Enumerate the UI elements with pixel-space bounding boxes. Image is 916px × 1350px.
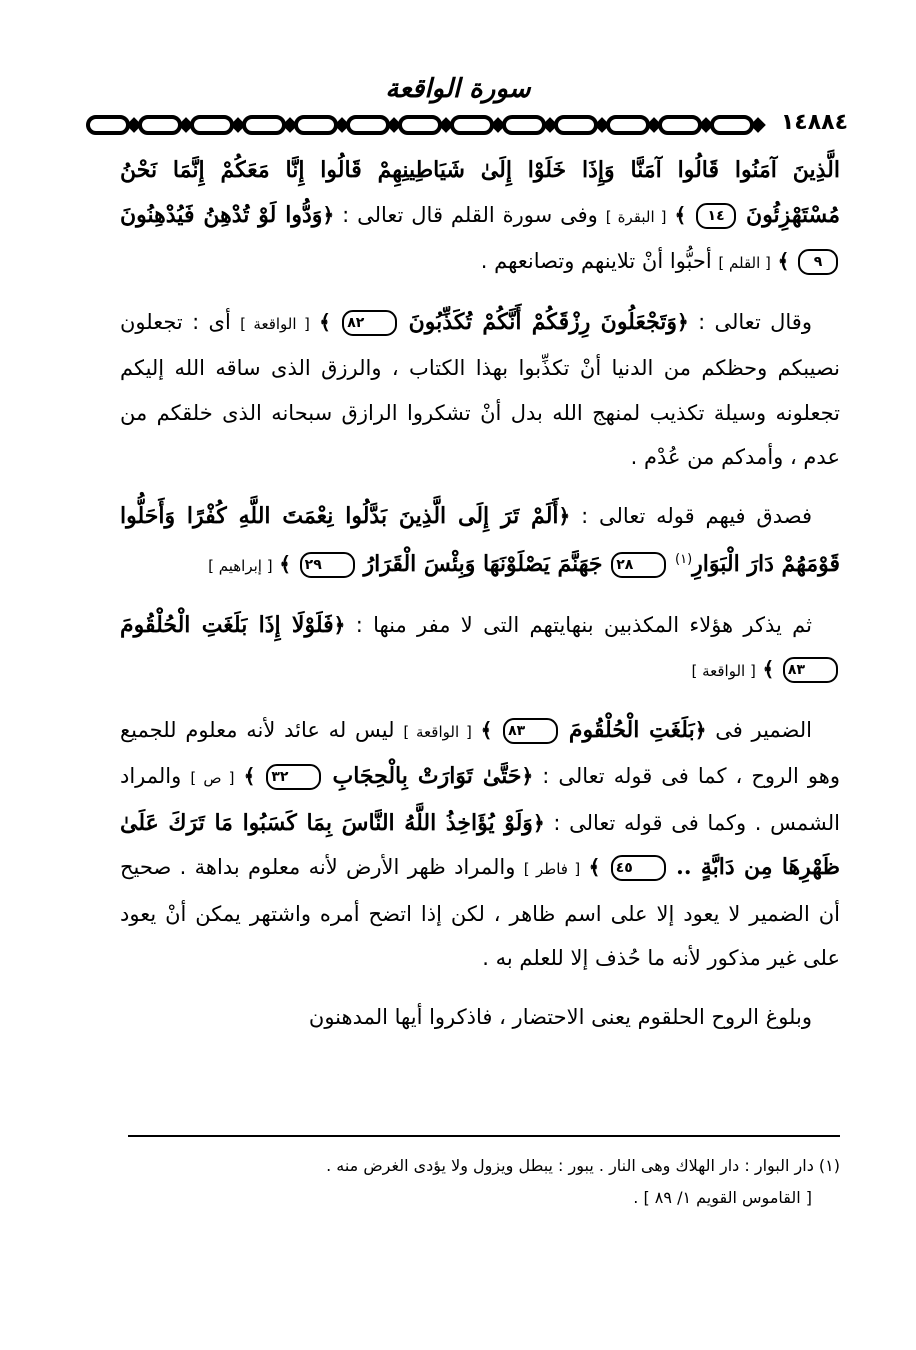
chain-diamond [545,120,555,130]
commentary-text: ليس له عائد لأنه معلوم للجميع وهو الروح ، كما فى قوله تعالى : [120,717,840,788]
paragraph-4 [120,603,840,694]
quran-verse: حَتَّىٰ تَوَارَتْ بِالْحِجَابِ [332,763,522,789]
verse-close-ornament: ﴾ [588,855,601,879]
paragraph-2 [120,300,840,480]
footnote-1: (١) دار البوار : دار الهلاك وهى النار . يبور : يبطل ويزول ولا يؤدى الغرض منه . [326,1156,840,1175]
chain-diamond [233,120,243,130]
surah-reference: [ إبراهيم ] [208,557,273,575]
surah-reference: [ الواقعة ] [691,662,756,680]
quran-verse: جَهَنَّمَ يَصْلَوْنَهَا وَبِئْسَ الْقَرَارُ [363,551,603,577]
chain-diamond [441,120,451,130]
commentary-text: الضمير فى [715,717,812,742]
verse-close-ornament: ﴾ [480,717,493,742]
verse-number-badge: ٩ [798,249,838,275]
verse-number-badge: ٢٩ [300,552,355,578]
quran-verse: بَلَغَتِ الْحُلْقُومَ [568,716,695,743]
verse-number-badge: ٨٣ [503,718,558,744]
surah-reference: [ القلم ] [718,254,771,272]
chain-link [88,117,128,133]
chain-diamond [129,120,139,130]
chain-diamond [285,120,295,130]
quran-verse: الَّذِينَ آمَنُوا قَالُوا آمَنَّا وَإِذَا خَلَوْا إِلَىٰ شَيَاطِينِهِمْ قَالُوا إِنَّا مَعَكُمْ إِنَّمَا نَحْنُ مُسْتَهْزِئُونَ [120,157,841,228]
verse-open-ornament: ﴿ [532,810,545,835]
verse-close-ornament: ﴾ [762,657,775,681]
verse-open-ornament: ﴿ [521,764,534,788]
verse-close-ornament: ﴾ [243,764,256,788]
chain-link [244,117,284,133]
chain-link [504,117,544,133]
quran-verse: فَلَوْلَا إِذَا بَلَغَتِ الْحُلْقُومَ [120,611,334,638]
chain-diamond [649,120,659,130]
quran-verse: وَدُّوا لَوْ تُدْهِنُ فَيُدْهِنُونَ [120,201,323,228]
quran-verse: أَلَمْ تَرَ إِلَى الَّذِينَ بَدَّلُوا نِعْمَتَ اللَّهِ كُفْرًا وَأَحَلُّوا قَوْمَهُمْ دَارَ الْبَوَارِ [120,502,840,577]
chain-diamond [181,120,191,130]
body-text [120,148,840,1053]
chain-diamond [389,120,399,130]
surah-reference: [ البقرة ] [605,207,667,226]
page-number: ١٤٨٨٤ [777,108,852,138]
verse-number-badge: ٢٨ [611,552,666,578]
chain-link [400,117,440,133]
chain-link [140,117,180,133]
paragraph-5 [120,708,840,981]
verse-close-ornament: ﴾ [319,309,331,334]
chain-link [296,117,336,133]
verse-number-badge: ٣٢ [266,764,321,790]
quran-verse: وَلَوْ يُؤَاخِذُ اللَّهُ النَّاسَ بِمَا كَسَبُوا مَا تَرَكَ عَلَىٰ ظَهْرِهَا مِن دَابَّةٍ .. [120,809,840,880]
surah-title: سورة الواقعة [385,74,531,104]
chain-link [608,117,648,133]
chain-diamond [493,120,503,130]
commentary-text: وقال تعالى : [698,309,812,334]
footnote-marker: (١) [675,552,693,567]
commentary-text: أحبُّوا أنْ تلاينهم وتصانعهم . [480,249,712,273]
verse-close-ornament: ﴾ [674,202,687,227]
verse-close-ornament: ﴾ [279,552,291,576]
commentary-text: ثم يذكر هؤلاء المكذبين بنهايتهم التى لا مفر منها : [355,612,812,637]
commentary-text: وبلوغ الروح الحلقوم يعنى الاحتضار ، فاذكروا أيها المدهنون [308,1004,812,1029]
chain-link [556,117,596,133]
chain-diamond [597,120,607,130]
paragraph-6 [120,995,840,1040]
verse-close-ornament: ﴾ [777,249,790,273]
paragraph-1 [120,148,840,286]
paragraph-3 [120,494,840,589]
footnote-1-source: [ القاموس القويم ١/ ٨٩ ] . [633,1188,812,1207]
header-chain-ornament [84,112,856,138]
commentary-text: أى : تجعلون نصيبكم وحظكم من الدنيا أنْ تكذِّبوا بهذا الكتاب ، والرزق الذى ساقه الله إليكم تجعلونه وسيلة تكذيب لمنهج الله بدل أنْ تشكروا الرازق سبحانه الذى خلقكم من عدم ، وأمدكم من عُدْم . [120,309,840,469]
surah-reference: [ الواقعة ] [403,722,472,741]
footnote-divider [128,1135,840,1137]
surah-reference: [ الواقعة ] [240,314,310,333]
commentary-text: فصدق فيهم قوله تعالى : [581,503,812,528]
chain-link [452,117,492,133]
chain-link [712,117,752,133]
verse-open-ornament: ﴿ [558,503,571,528]
chain-diamond [337,120,347,130]
chain-link [348,117,388,133]
chain-diamond [753,120,763,130]
verse-open-ornament: ﴿ [333,612,346,637]
chain-diamond [701,120,711,130]
commentary-text: والمراد الشمس . وكما فى قوله تعالى : [120,764,840,835]
quran-verse: وَتَجْعَلُونَ رِزْقَكُمْ أَنَّكُمْ تُكَذِّبُونَ [408,308,678,335]
verse-number-badge: ٨٣ [783,657,838,683]
chain-link [660,117,700,133]
verse-open-ornament: ﴿ [694,717,707,742]
verse-number-badge: ١٤ [696,203,736,229]
commentary-text: وفى سورة القلم قال تعالى : [342,202,598,227]
verse-open-ornament: ﴿ [677,309,689,334]
verse-number-badge: ٨٢ [342,310,397,336]
chain-link [192,117,232,133]
commentary-text: والمراد ظهر الأرض لأنه معلوم بداهة . صحيح أن الضمير لا يعود إلا على اسم ظاهر ، لكن إذا اتضح أمره واشتهر يمكن أنْ يعود على غير مذكور لأنه ما حُذف إلا للعلم به . [120,855,840,970]
verse-number-badge: ٤٥ [611,855,666,881]
surah-reference: [ فاطر ] [523,860,581,878]
footnotes [120,1150,840,1214]
surah-reference: [ ص ] [190,769,235,787]
verse-open-ornament: ﴿ [322,202,335,227]
